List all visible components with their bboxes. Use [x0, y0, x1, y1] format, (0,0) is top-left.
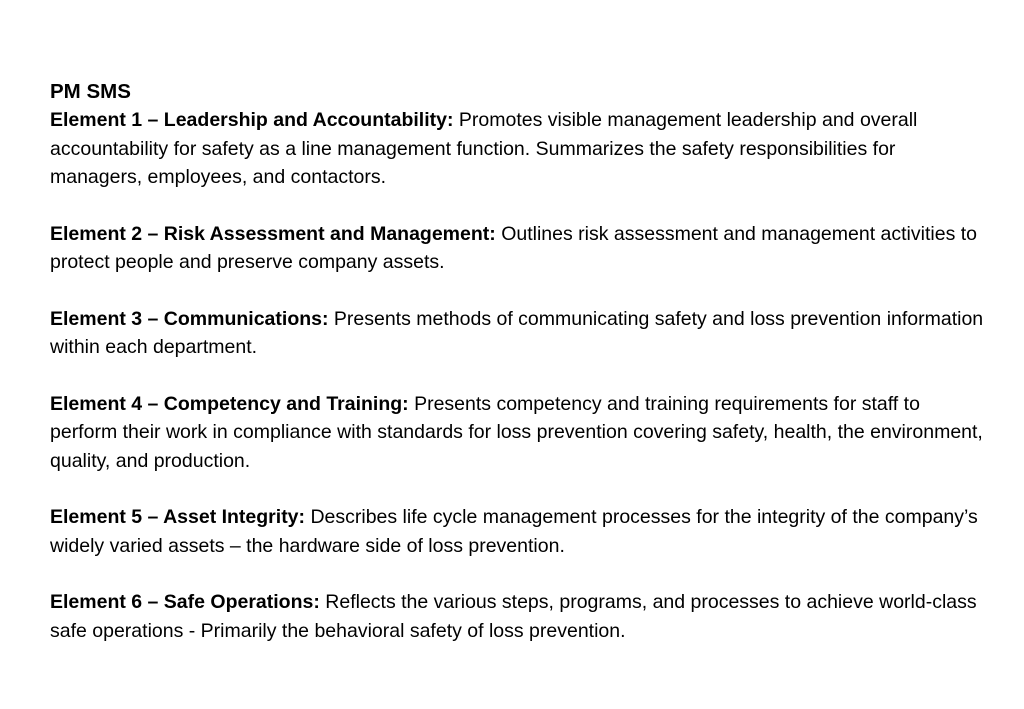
- element-6-text: Reflects the various steps, programs, and processes to achieve world-class safe operations - Primarily the behavioral safety of loss prevention.: [50, 591, 977, 642]
- element-5-text: Describes life cycle management processes for the integrity of the company’s widely varied assets – the hardware side of loss prevention.: [50, 506, 978, 557]
- element-3-paragraph: [50, 305, 990, 362]
- element-4-label: Element 4 – Competency and Training:: [50, 392, 409, 415]
- element-5-label: Element 5 – Asset Integrity:: [50, 506, 306, 528]
- element-6-label: Element 6 – Safe Operations:: [50, 591, 320, 613]
- element-2-paragraph: [50, 220, 990, 277]
- document-title: PM SMS: [50, 80, 131, 103]
- element-3-text: Presents methods of communicating safety and loss prevention information within each department.: [50, 307, 984, 358]
- element-1-label: Element 1 – Leadership and Accountability:: [50, 109, 454, 131]
- document-page: [50, 78, 990, 673]
- element-6-paragraph: [50, 588, 990, 645]
- element-2-text: Outlines risk assessment and management activities to protect people and preserve company assets.: [50, 222, 977, 273]
- element-4-paragraph: [50, 390, 990, 476]
- element-2-label: Element 2 – Risk Assessment and Management:: [50, 222, 496, 245]
- element-1-text: Promotes visible management leadership and overall accountability for safety as a line management function. Summarizes the safety responsibilities for managers, employees, and contactors.: [50, 109, 918, 188]
- element-4-text: Presents competency and training requirements for staff to perform their work in compliance with standards for loss prevention covering safety, health, the environment, quality, and production.: [50, 392, 983, 472]
- element-3-label: Element 3 – Communications:: [50, 307, 329, 330]
- element-1-paragraph: [50, 106, 990, 192]
- element-5-paragraph: [50, 503, 990, 560]
